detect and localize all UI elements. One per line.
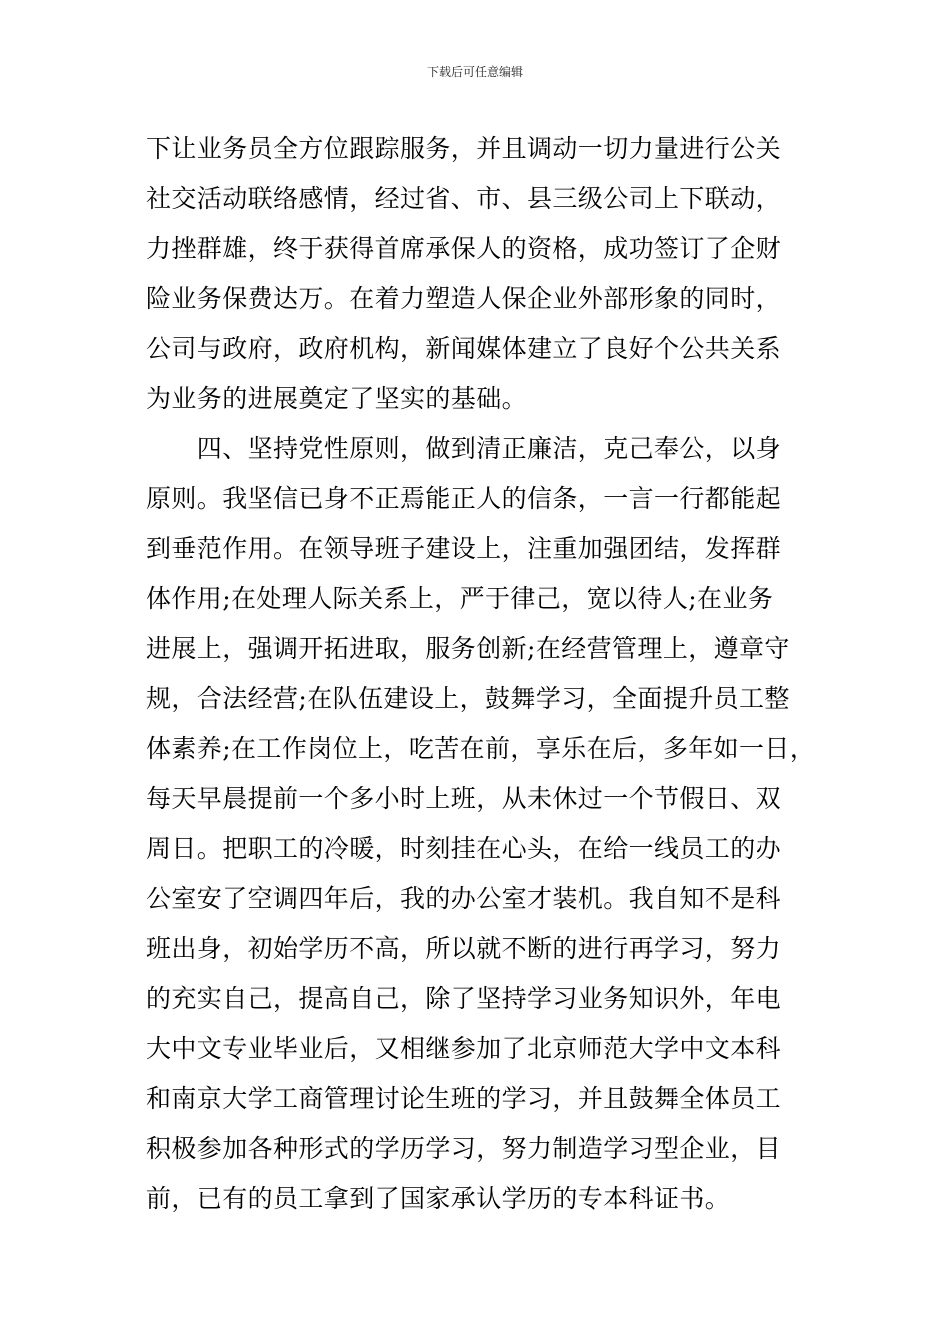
text-line: 班出身，初始学历不高，所以就不断的进行再学习，努力 [146, 934, 782, 963]
text-line: 社交活动联络感情，经过省、市、县三级公司上下联动， [146, 184, 782, 213]
text-line: 前，已有的员工拿到了国家承认学历的专本科证书。 [146, 1184, 731, 1213]
text-line: 大中文专业毕业后，又相继参加了北京师范大学中文本科 [146, 1034, 782, 1063]
text-line: 每天早晨提前一个多小时上班，从未休过一个节假日、双 [146, 784, 782, 813]
text-line: 为业务的进展奠定了坚实的基础。 [146, 384, 528, 413]
text-line: 原则。我坚信已身不正焉能正人的信条，一言一行都能起 [146, 484, 782, 513]
text-line: 下让业务员全方位跟踪服务，并且调动一切力量进行公关 [146, 134, 782, 163]
page-header: 下载后可任意编辑 [426, 65, 523, 79]
text-line: 进展上，强调开拓进取，服务创新;在经营管理上，遵章守 [146, 634, 790, 663]
text-line: 力挫群雄，终于获得首席承保人的资格，成功签订了企财 [146, 234, 782, 263]
text-line: 体素养;在工作岗位上，吃苦在前，享乐在后，多年如一日， [146, 734, 816, 763]
text-line: 积极参加各种形式的学历学习，努力制造学习型企业，目 [146, 1134, 782, 1163]
text-line: 到垂范作用。在领导班子建设上，注重加强团结，发挥群 [146, 534, 782, 563]
text-line: 公室安了空调四年后，我的办公室才装机。我自知不是科 [146, 884, 782, 913]
text-line: 和南京大学工商管理讨论生班的学习，并且鼓舞全体员工 [146, 1084, 782, 1113]
text-line: 公司与政府，政府机构，新闻媒体建立了良好个公共关系 [146, 334, 782, 363]
document-body [146, 124, 818, 1224]
text-line: 规，合法经营;在队伍建设上，鼓舞学习，全面提升员工整 [146, 684, 790, 713]
text-line: 险业务保费达万。在着力塑造人保企业外部形象的同时， [146, 284, 782, 313]
text-line: 四、坚持党性原则，做到清正廉洁，克己奉公，以身 [146, 434, 782, 463]
text-line: 的充实自己，提高自己，除了坚持学习业务知识外，年电 [146, 984, 782, 1013]
text-line: 体作用;在处理人际关系上，严于律己，宽以待人;在业务 [146, 584, 774, 613]
text-line: 周日。把职工的冷暖，时刻挂在心头，在给一线员工的办 [146, 834, 782, 863]
